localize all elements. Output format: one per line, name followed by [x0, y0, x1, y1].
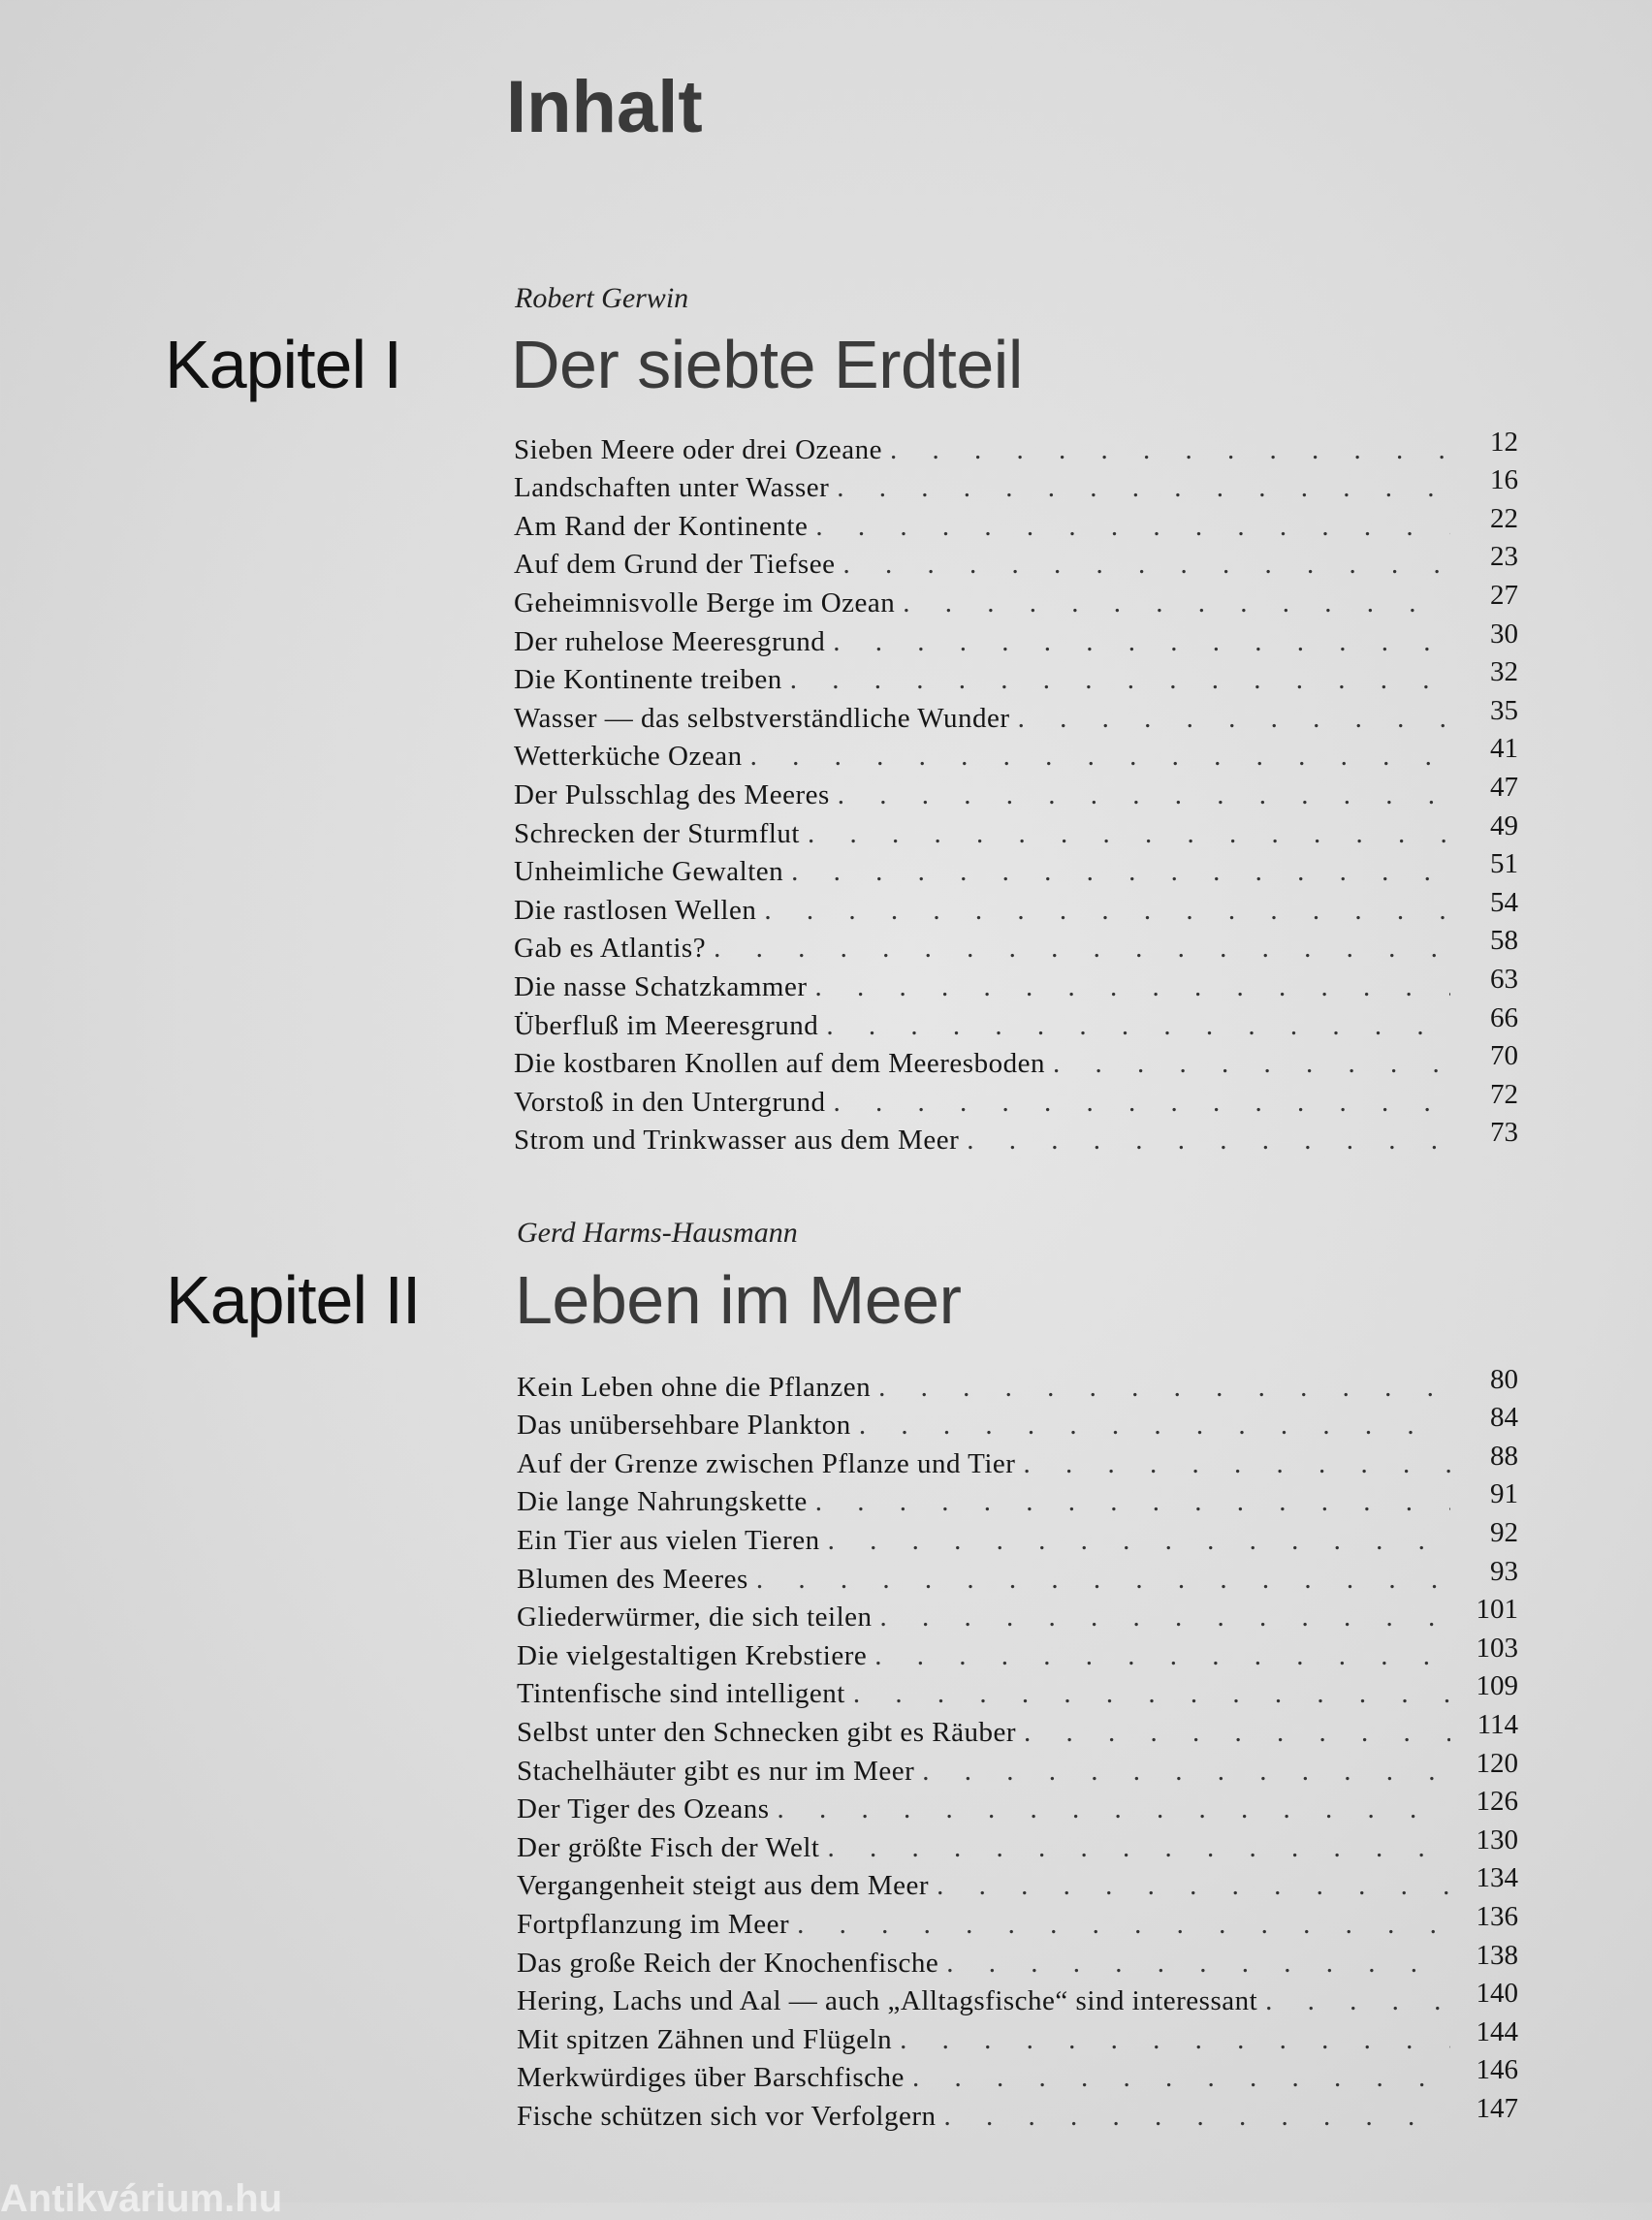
toc-entry-page-number: 92 [1490, 1518, 1518, 1548]
toc-entry-title: Schrecken der Sturmflut [514, 817, 800, 849]
dot-leader [815, 1486, 1450, 1518]
toc-entry-page-number: 136 [1476, 1902, 1518, 1932]
toc-entry-page-number: 120 [1476, 1748, 1518, 1779]
toc-entry-page-number: 126 [1476, 1787, 1518, 1818]
toc-entry-page-number: 16 [1490, 465, 1518, 496]
toc-entry [514, 543, 1518, 582]
toc-entry-page-number: 101 [1476, 1595, 1518, 1626]
toc-entry-page-number: 54 [1490, 888, 1518, 918]
dot-leader [837, 472, 1450, 504]
toc-entry [514, 466, 1518, 505]
toc-entry-page-number: 84 [1490, 1403, 1518, 1434]
toc-entry-page-number: 63 [1490, 965, 1518, 995]
dot-leader [714, 933, 1450, 965]
toc-entry-title: Kein Leben ohne die Pflanzen [517, 1371, 872, 1403]
dot-leader [1018, 703, 1450, 735]
toc-entry [514, 850, 1518, 889]
chapter-2-toc [517, 1365, 1518, 2133]
dot-leader [834, 1087, 1450, 1119]
toc-entry-title: Überfluß im Meeresgrund [514, 1009, 819, 1041]
toc-entry-title: Der größte Fisch der Welt [517, 1831, 820, 1863]
toc-entry [517, 1518, 1518, 1557]
toc-entry [517, 1788, 1518, 1826]
toc-entry [517, 1749, 1518, 1788]
dot-leader [1053, 1048, 1450, 1080]
dot-leader [944, 2101, 1450, 2133]
toc-entry-title: Wetterküche Ozean [514, 741, 743, 773]
dot-leader [922, 1756, 1450, 1788]
toc-entry [514, 619, 1518, 658]
chapter-1-author: Robert Gerwin [515, 282, 689, 314]
toc-entry-title: Sieben Meere oder drei Ozeane [514, 433, 883, 465]
toc-entry-page-number: 80 [1490, 1365, 1518, 1395]
toc-entry [514, 1119, 1518, 1158]
dot-leader [874, 1640, 1450, 1672]
toc-entry-page-number: 103 [1476, 1633, 1518, 1664]
dot-leader [842, 549, 1450, 581]
dot-leader [808, 818, 1450, 850]
toc-entry-page-number: 70 [1490, 1041, 1518, 1072]
toc-entry [517, 1825, 1518, 1864]
toc-entry [514, 1042, 1518, 1081]
dot-leader [750, 741, 1450, 773]
toc-entry [517, 1710, 1518, 1749]
dot-leader [833, 626, 1450, 658]
toc-entry-page-number: 140 [1476, 1979, 1518, 2010]
toc-entry-title: Fische schützen sich vor Verfolgern [517, 2100, 937, 2132]
dot-leader [1023, 1448, 1450, 1480]
toc-entry-title: Der Pulsschlag des Meeres [514, 778, 830, 810]
toc-entry [514, 696, 1518, 735]
toc-entry-page-number: 147 [1476, 2094, 1518, 2124]
toc-entry-title: Merkwürdiges über Barschfische [517, 2062, 905, 2094]
toc-entry-title: Stachelhäuter gibt es nur im Meer [517, 1755, 915, 1787]
toc-entry-title: Landschaften unter Wasser [514, 472, 830, 504]
toc-entry [514, 927, 1518, 966]
toc-entry-title: Blumen des Meeres [517, 1563, 748, 1595]
toc-entry [514, 1003, 1518, 1042]
toc-entry [517, 2094, 1518, 2133]
watermark: Antikvárium.hu [0, 2177, 283, 2220]
toc-entry-title: Die nasse Schatzkammer [514, 970, 808, 1002]
toc-entry-page-number: 73 [1490, 1118, 1518, 1149]
toc-entry-title: Die Kontinente treiben [514, 664, 782, 696]
toc-entry-title: Die vielgestaltigen Krebstiere [517, 1639, 868, 1671]
toc-entry-page-number: 93 [1490, 1556, 1518, 1587]
toc-entry-title: Der Tiger des Ozeans [517, 1793, 770, 1825]
toc-entry [517, 1596, 1518, 1634]
toc-entry-title: Geheimnisvolle Berge im Ozean [514, 587, 896, 618]
toc-entry [517, 1633, 1518, 1672]
toc-entry-title: Die kostbaren Knollen auf dem Meeresboden [514, 1048, 1045, 1080]
dot-leader [797, 1909, 1450, 1941]
toc-entry-title: Das unübersehbare Plankton [517, 1410, 851, 1442]
dot-leader [815, 511, 1450, 543]
dot-leader [1265, 1985, 1450, 2017]
toc-entry-page-number: 114 [1477, 1710, 1518, 1740]
toc-entry [514, 965, 1518, 1003]
toc-entry [517, 1672, 1518, 1711]
dot-leader [912, 2062, 1450, 2094]
toc-entry-page-number: 146 [1476, 2055, 1518, 2086]
toc-entry-title: Unheimliche Gewalten [514, 856, 784, 888]
toc-entry-title: Auf dem Grund der Tiefsee [514, 549, 836, 581]
toc-entry-page-number: 138 [1476, 1940, 1518, 1971]
chapter-1-toc [514, 428, 1518, 1157]
dot-leader [946, 1948, 1450, 1980]
toc-entry [517, 2056, 1518, 2095]
toc-entry [514, 888, 1518, 927]
toc-entry [517, 1557, 1518, 1596]
dot-leader [878, 1372, 1450, 1404]
toc-entry-title: Fortpflanzung im Meer [517, 1908, 790, 1940]
dot-leader [815, 971, 1450, 1003]
toc-entry-page-number: 49 [1490, 810, 1518, 841]
toc-entry-page-number: 32 [1490, 657, 1518, 688]
chapter-2-author: Gerd Harms-Hausmann [517, 1217, 798, 1249]
toc-entry-page-number: 58 [1490, 926, 1518, 957]
dot-leader [828, 1525, 1450, 1557]
toc-entry-page-number: 91 [1490, 1479, 1518, 1510]
toc-entry-page-number: 23 [1490, 542, 1518, 573]
toc-entry-title: Am Rand der Kontinente [514, 510, 809, 542]
toc-entry [514, 735, 1518, 774]
toc-entry-title: Der ruhelose Meeresgrund [514, 625, 826, 657]
toc-entry [517, 1480, 1518, 1519]
toc-entry-page-number: 35 [1490, 696, 1518, 726]
toc-entry [517, 1902, 1518, 1941]
page-title: Inhalt [506, 65, 703, 148]
toc-entry [517, 1442, 1518, 1480]
toc-entry-title: Hering, Lachs und Aal — auch „Alltagsfische“ sind interessant [517, 1985, 1258, 2017]
toc-entry-page-number: 109 [1476, 1671, 1518, 1702]
toc-entry-page-number: 130 [1476, 1825, 1518, 1855]
dot-leader [1024, 1717, 1450, 1749]
toc-entry-title: Selbst unter den Schnecken gibt es Räuber [517, 1716, 1016, 1748]
toc-entry-page-number: 51 [1490, 849, 1518, 880]
toc-entry-title: Wasser — das selbstverständliche Wunder [514, 702, 1010, 734]
chapter-2-label: Kapitel II [166, 1262, 421, 1338]
dot-leader [967, 1125, 1450, 1157]
toc-entry-title: Das große Reich der Knochenfische [517, 1947, 939, 1979]
toc-entry-page-number: 27 [1490, 581, 1518, 611]
toc-entry-title: Vergangenheit steigt aus dem Meer [517, 1870, 930, 1902]
toc-entry-page-number: 134 [1476, 1863, 1518, 1894]
dot-leader [791, 856, 1450, 888]
dot-leader [827, 1832, 1450, 1864]
toc-entry [517, 1864, 1518, 1903]
toc-entry-page-number: 41 [1490, 734, 1518, 765]
dot-leader [853, 1678, 1450, 1710]
toc-entry-title: Gab es Atlantis? [514, 933, 707, 965]
toc-entry-page-number: 12 [1490, 428, 1518, 458]
dot-leader [790, 664, 1450, 696]
toc-entry [517, 1980, 1518, 2018]
toc-entry-title: Strom und Trinkwasser aus dem Meer [514, 1125, 960, 1157]
toc-entry [517, 1404, 1518, 1443]
toc-entry [517, 2017, 1518, 2056]
dot-leader [880, 1602, 1450, 1633]
toc-entry [517, 1941, 1518, 1980]
toc-entry-page-number: 72 [1490, 1080, 1518, 1110]
dot-leader [903, 587, 1450, 619]
dot-leader [859, 1410, 1450, 1442]
dot-leader [756, 1564, 1450, 1596]
dot-leader [777, 1793, 1450, 1825]
toc-entry [514, 504, 1518, 543]
toc-entry-title: Vorstoß in den Untergrund [514, 1086, 826, 1118]
dot-leader [890, 434, 1450, 466]
toc-entry-title: Tintenfische sind intelligent [517, 1678, 845, 1710]
toc-entry [514, 581, 1518, 619]
toc-entry [517, 1365, 1518, 1404]
toc-entry [514, 773, 1518, 811]
toc-entry [514, 811, 1518, 850]
toc-entry-page-number: 66 [1490, 1002, 1518, 1033]
dot-leader [937, 1870, 1450, 1902]
toc-entry [514, 1080, 1518, 1119]
dot-leader [826, 1010, 1450, 1042]
toc-entry-title: Gliederwürmer, die sich teilen [517, 1602, 873, 1633]
dot-leader [764, 895, 1450, 927]
dot-leader [838, 779, 1450, 811]
toc-entry-page-number: 30 [1490, 618, 1518, 650]
toc-entry [514, 428, 1518, 466]
toc-entry-title: Ein Tier aus vielen Tieren [517, 1524, 820, 1556]
toc-entry-title: Mit spitzen Zähnen und Flügeln [517, 2023, 893, 2055]
toc-entry-title: Die lange Nahrungskette [517, 1486, 808, 1518]
chapter-1-label: Kapitel I [165, 327, 401, 402]
toc-entry-page-number: 22 [1490, 504, 1518, 534]
chapter-1-title: Der siebte Erdteil [511, 327, 1023, 402]
toc-entry-title: Die rastlosen Wellen [514, 894, 757, 926]
toc-entry-page-number: 88 [1490, 1442, 1518, 1472]
dot-leader [900, 2024, 1450, 2056]
chapter-2-title: Leben im Meer [515, 1262, 962, 1338]
toc-entry-page-number: 144 [1476, 2017, 1518, 2047]
toc-entry [514, 658, 1518, 697]
toc-entry-page-number: 47 [1490, 773, 1518, 803]
toc-entry-title: Auf der Grenze zwischen Pflanze und Tier [517, 1447, 1016, 1479]
